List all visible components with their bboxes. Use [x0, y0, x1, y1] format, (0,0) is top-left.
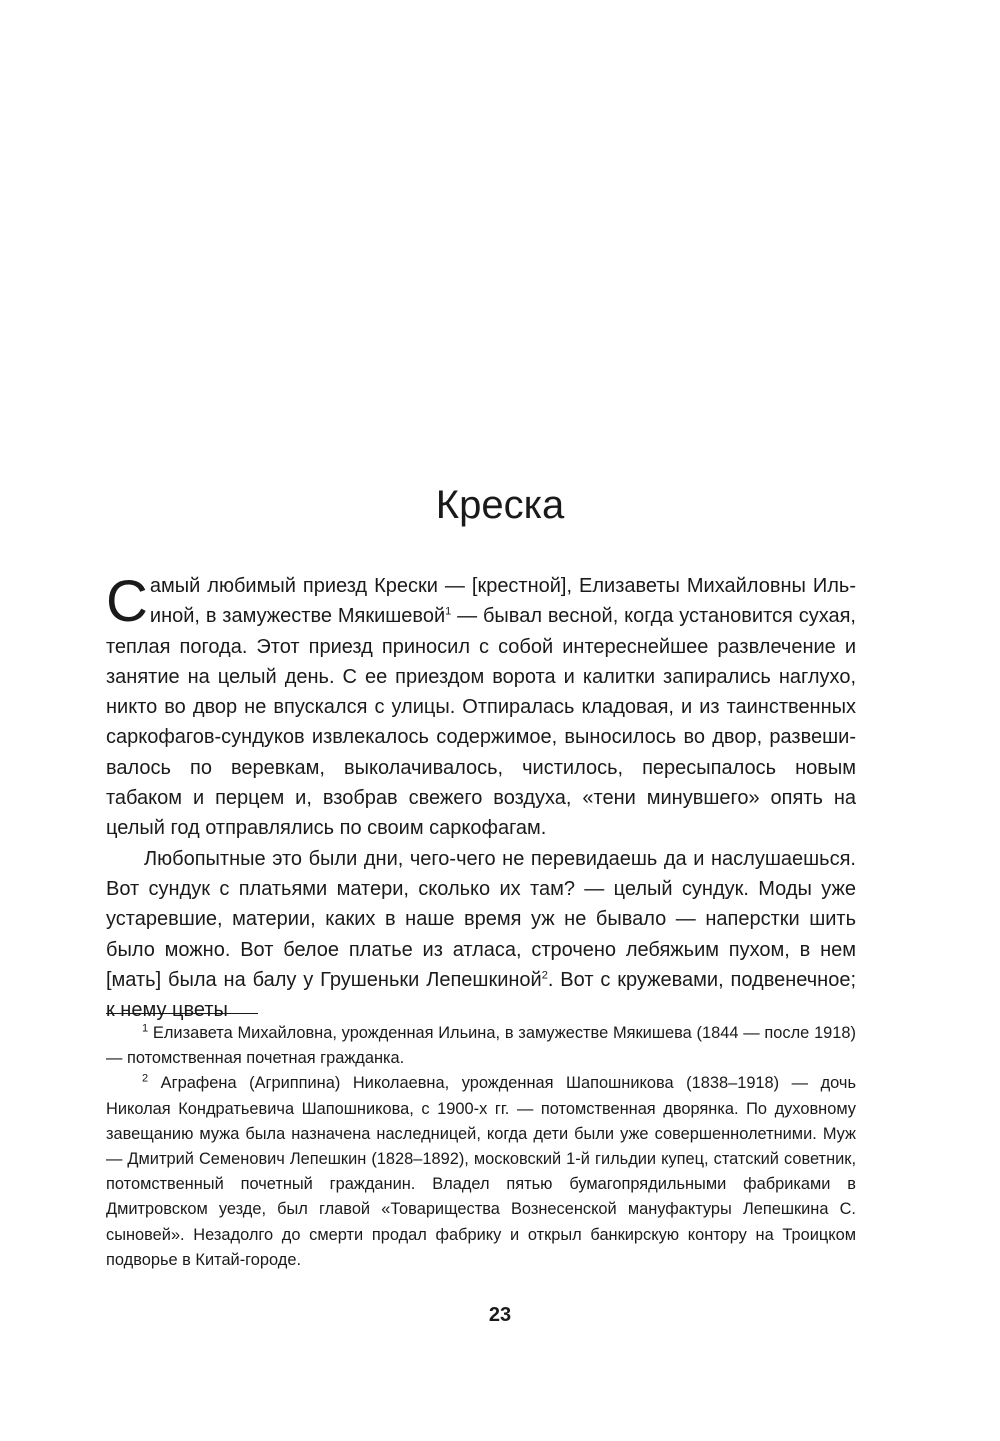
footnote-ref-1[interactable]: 1	[445, 605, 452, 618]
footnote-mark-2: 2	[142, 1072, 149, 1085]
paragraph-2-text-b: . Вот с кружевами, подвенечное; к нему цветы	[106, 968, 856, 1022]
paragraph-1-text-b: — бывал весной, когда установится сухая, теплая погода. Этот приезд приносил с собой интереснейшее развлечение и занятие на целый день. С ее приездом ворота и калитки запирались наглухо, никто во двор не впускался с улицы. Отпиралась кладовая, и из таинственных саркофагов-сундуков извлекалось содержимое, выносилось во двор, развешивалось по веревкам, выколачивалось, чистилось, пересыпалось новым табаком и перцем и, взобрав свежего воздуха, «тени минувшего» опять на целый год отправлялись по своим саркофагам.	[106, 605, 856, 840]
footnote-mark-1: 1	[142, 1022, 149, 1035]
paragraph-2-text-a: Любопытные это были дни, чего-чего не перевидаешь да и наслушаешься. Вот сундук с платьями матери, сколько их там? — целый сундук. Моды уже устаревшие, материи, каких в наше время уж не бывало — наперстки шить было можно. Вот белое платье из атласа, строчено лебяжьим пухом, в нем [мать] была на балу у Грушеньки Лепешкиной	[106, 847, 856, 991]
page-number: 23	[488, 1304, 512, 1326]
footnotes	[106, 1021, 856, 1273]
chapter-title: Креска	[435, 483, 565, 527]
footnote-1-text: Елизавета Михайловна, урожденная Ильина, в замужестве Мякишева (1844 — после 1918) — потомственная почетная гражданка.	[106, 1024, 856, 1068]
footnote-separator	[106, 1013, 258, 1014]
paragraph-1	[106, 571, 856, 844]
paragraph-1-text-a: амый любимый приезд Крески — [крестной], Елизаветы Михайловны Ильиной, в замужестве Мякишевой	[149, 575, 856, 628]
drop-cap-letter: С	[106, 569, 148, 634]
footnote-2-text: Аграфена (Агриппина) Николаевна, урожденная Шапошникова (1838–1918) — дочь Николая Кондратьевича Шапошникова, с 1900-х гг. — потомственная дворянка. По духовному завещанию мужа была назначена наследницей, когда дети были уже совершеннолетними. Муж — Дмитрий Семенович Лепешкин (1828–1892), московский 1-й гильдии купец, статский советник, потомственный почетный гражданин. Владел пятью бумагопрядильными фабриками в Дмитровском уезде, был главой «Товарищества Вознесенской мануфактуры Лепешкина С. сыновей». Незадолго до смерти продал фабрику и открыл банкирскую контору на Троицком подворье в Китай-городе.	[106, 1074, 856, 1269]
main-text	[106, 571, 856, 1025]
footnote-ref-2[interactable]: 2	[541, 969, 548, 982]
footnote-1	[106, 1021, 856, 1071]
footnote-2	[106, 1071, 856, 1273]
paragraph-2	[106, 844, 856, 1026]
